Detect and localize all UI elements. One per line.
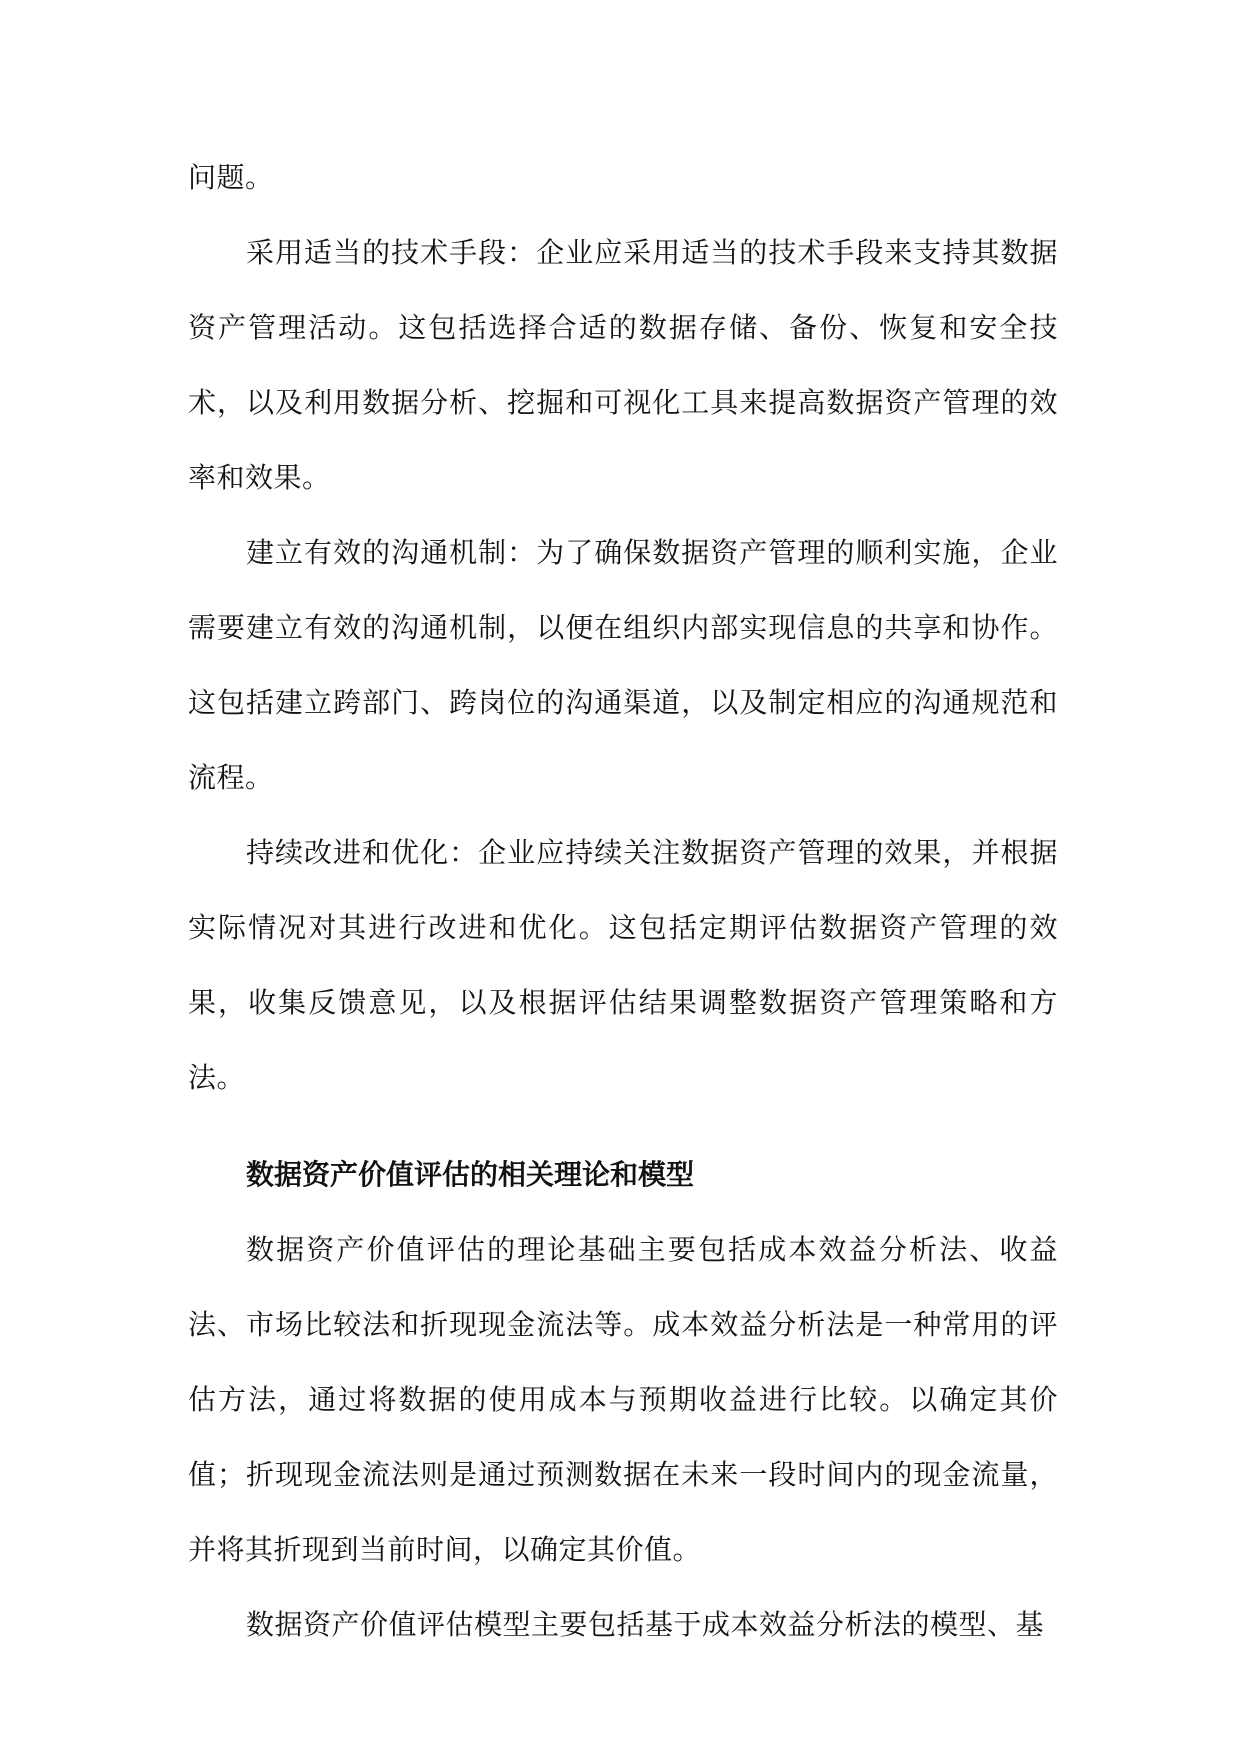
paragraph-continuous-improvement: 持续改进和优化：企业应持续关注数据资产管理的效果，并根据实际情况对其进行改进和优化。这包括定期评估数据资产管理的效果，收集反馈意见，以及根据评估结果调整数据资产管理策略和方法。 bbox=[188, 836, 1058, 1094]
paragraph-technical-means: 采用适当的技术手段：企业应采用适当的技术手段来支持其数据资产管理活动。这包括选择合适的数据存储、备份、恢复和安全技术，以及利用数据分析、挖掘和可视化工具来提高数据资产管理的效率和效果。 bbox=[188, 236, 1058, 494]
document-body bbox=[188, 140, 1058, 1662]
paragraph-valuation-models: 数据资产价值评估模型主要包括基于成本效益分析法的模型、基 bbox=[246, 1608, 1045, 1641]
section-heading: 数据资产价值评估的相关理论和模型 bbox=[246, 1158, 695, 1191]
paragraph-communication-mechanism: 建立有效的沟通机制：为了确保数据资产管理的顺利实施，企业需要建立有效的沟通机制，以便在组织内部实现信息的共享和协作。这包括建立跨部门、跨岗位的沟通渠道，以及制定相应的沟通规范和流程。 bbox=[188, 536, 1058, 794]
paragraph-continuation: 问题。 bbox=[188, 161, 274, 194]
paragraph-valuation-theory: 数据资产价值评估的理论基础主要包括成本效益分析法、收益法、市场比较法和折现现金流法等。成本效益分析法是一种常用的评估方法，通过将数据的使用成本与预期收益进行比较。以确定其价值；折现现金流法则是通过预测数据在未来一段时间内的现金流量，并将其折现到当前时间，以确定其价值。 bbox=[188, 1233, 1058, 1566]
